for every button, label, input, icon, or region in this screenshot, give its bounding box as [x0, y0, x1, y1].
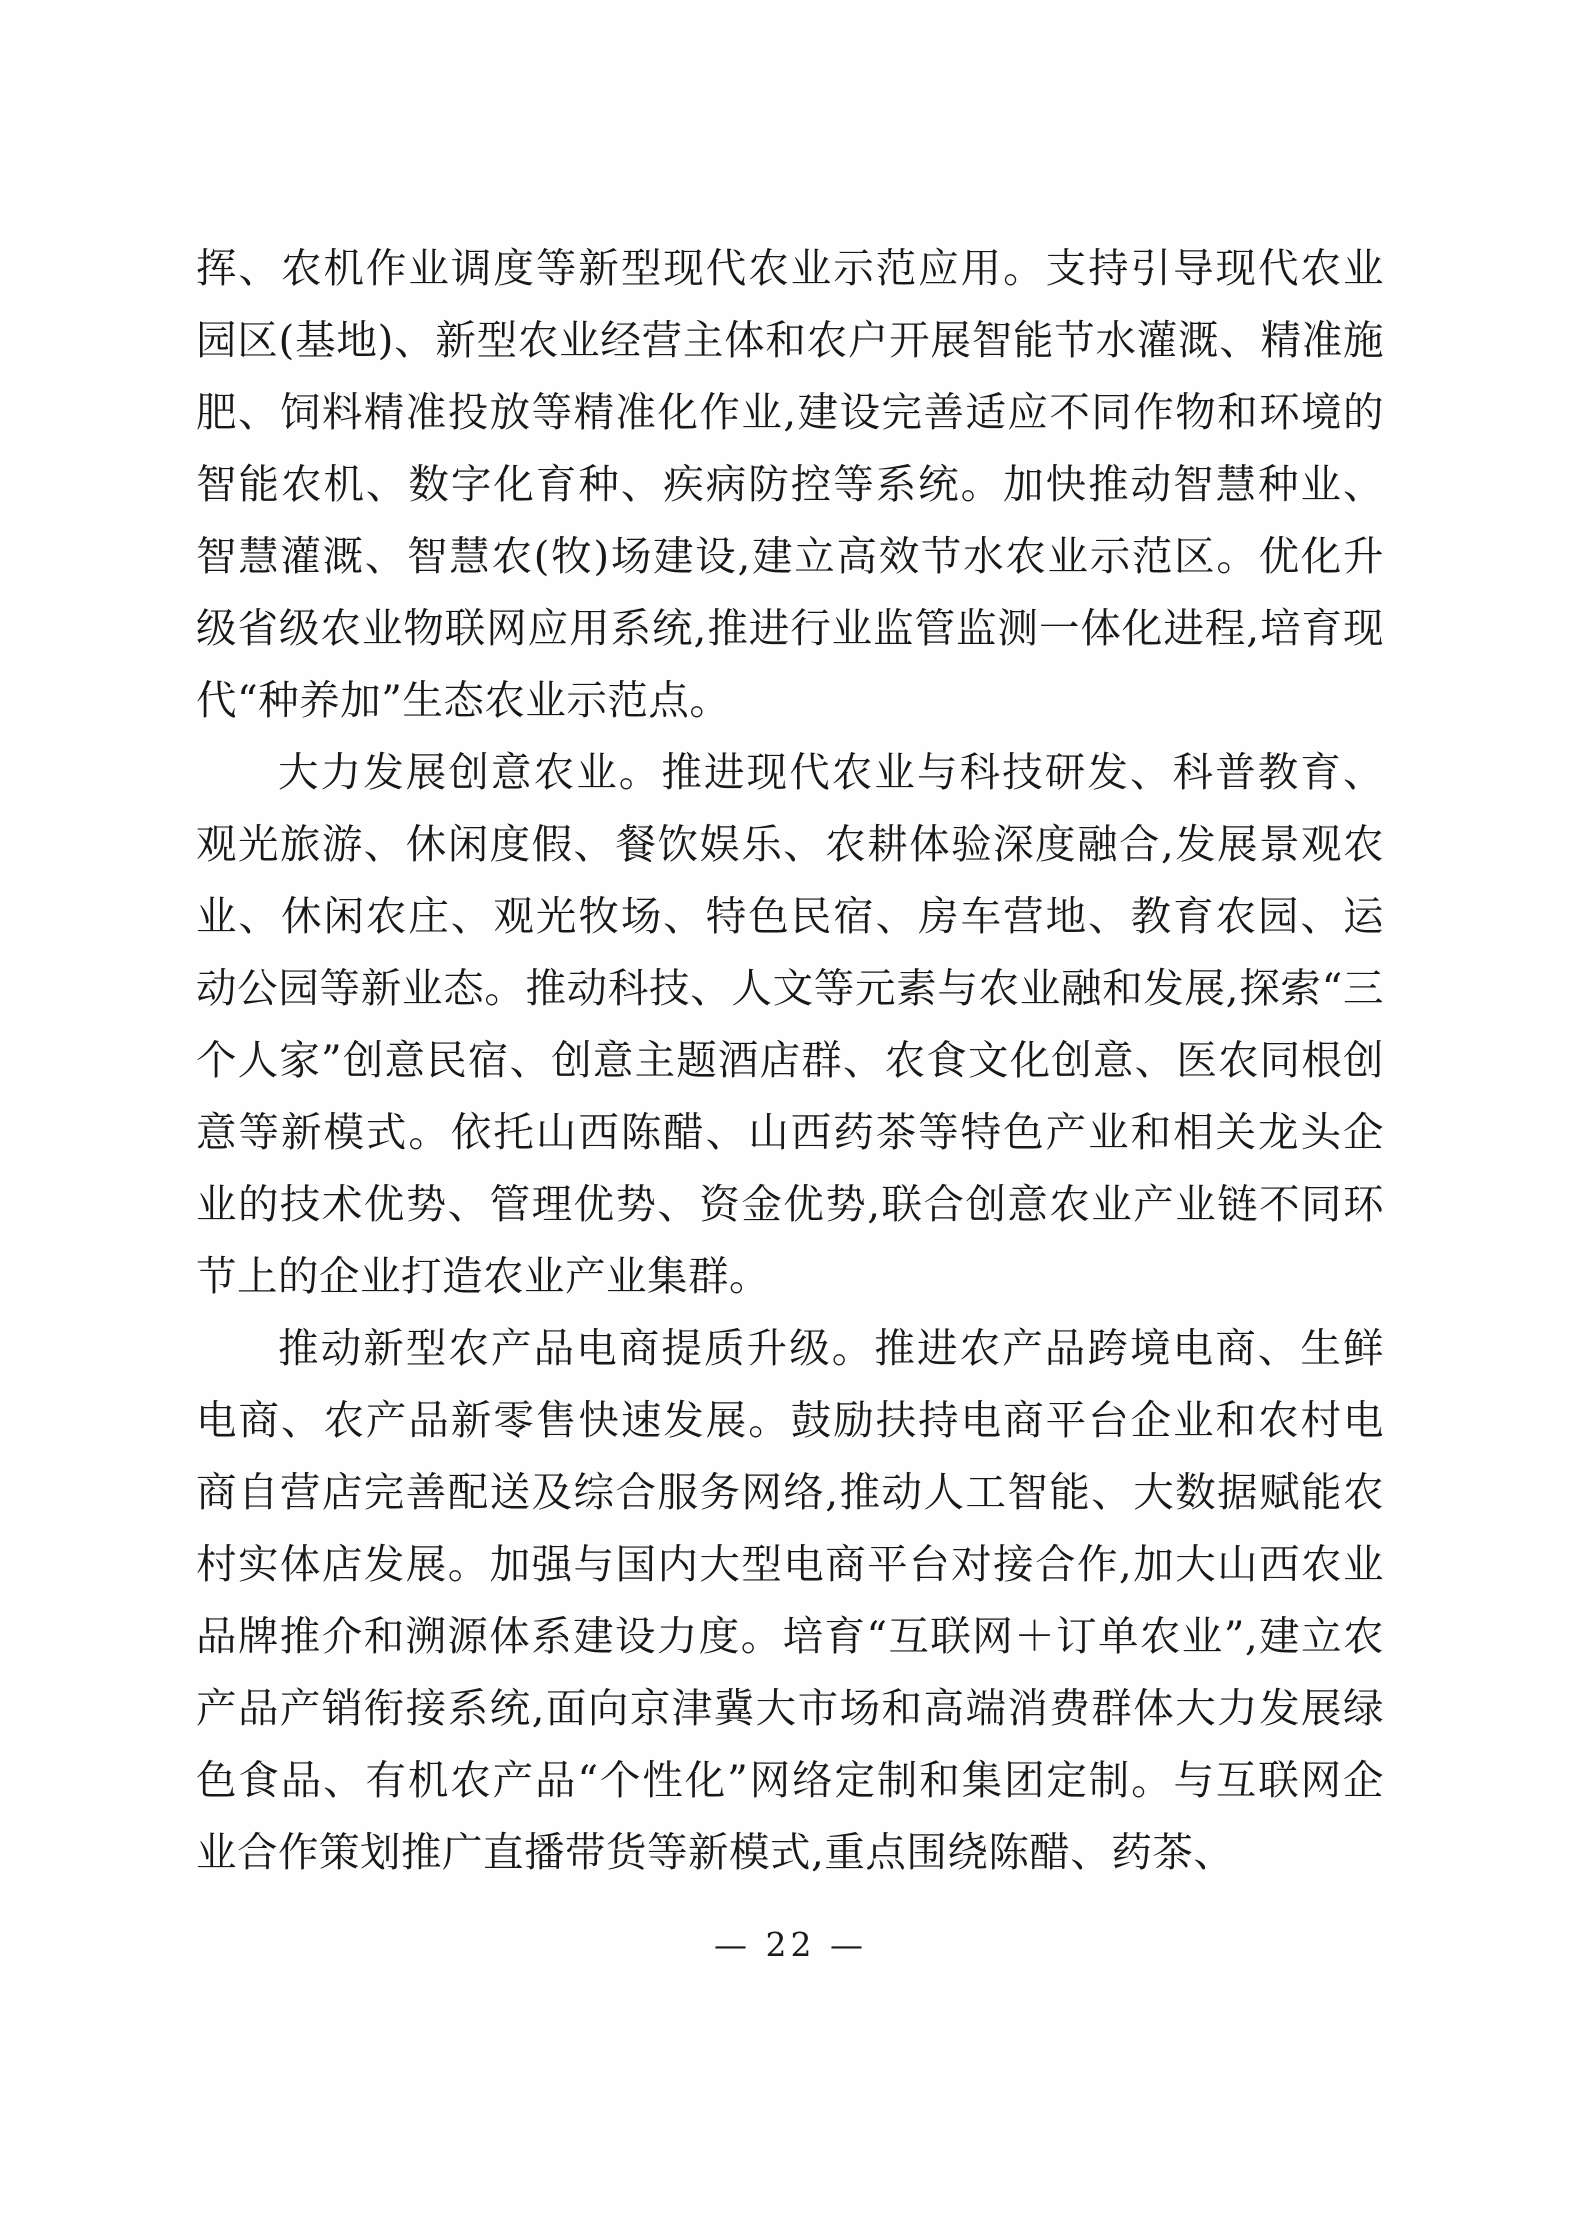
page-footer	[0, 1925, 1581, 1964]
page-number: — 22 —	[714, 1925, 867, 1964]
paragraph-1: 挥、农机作业调度等新型现代农业示范应用。支持引导现代农业园区(基地)、新型农业经营主体和农户开展智能节水灌溉、精准施肥、饲料精准投放等精准化作业,建设完善适应不同作物和环境的智能农机、数字化育种、疾病防控等系统。加快推动智慧种业、智慧灌溉、智慧农(牧)场建设,建立高效节水农业示范区。优化升级省级农业物联网应用系统,推进行业监管监测一体化进程,培育现代“种养加”生态农业示范点。	[196, 244, 1384, 724]
page-body	[196, 232, 1384, 1888]
paragraph-3: 推动新型农产品电商提质升级。推进农产品跨境电商、生鲜电商、农产品新零售快速发展。鼓励扶持电商平台企业和农村电商自营店完善配送及综合服务网络,推动人工智能、大数据赋能农村实体店发展。加强与国内大型电商平台对接合作,加大山西农业品牌推介和溯源体系建设力度。培育“互联网＋订单农业”,建立农产品产销衔接系统,面向京津冀大市场和高端消费群体大力发展绿色食品、有机农产品“个性化”网络定制和集团定制。与互联网企业合作策划推广直播带货等新模式,重点围绕陈醋、药茶、	[196, 1324, 1384, 1876]
paragraph-2: 大力发展创意农业。推进现代农业与科技研发、科普教育、观光旅游、休闲度假、餐饮娱乐、农耕体验深度融合,发展景观农业、休闲农庄、观光牧场、特色民宿、房车营地、教育农园、运动公园等新业态。推动科技、人文等元素与农业融和发展,探索“三个人家”创意民宿、创意主题酒店群、农食文化创意、医农同根创意等新模式。依托山西陈醋、山西药茶等特色产业和相关龙头企业的技术优势、管理优势、资金优势,联合创意农业产业链不同环节上的企业打造农业产业集群。	[196, 748, 1384, 1300]
